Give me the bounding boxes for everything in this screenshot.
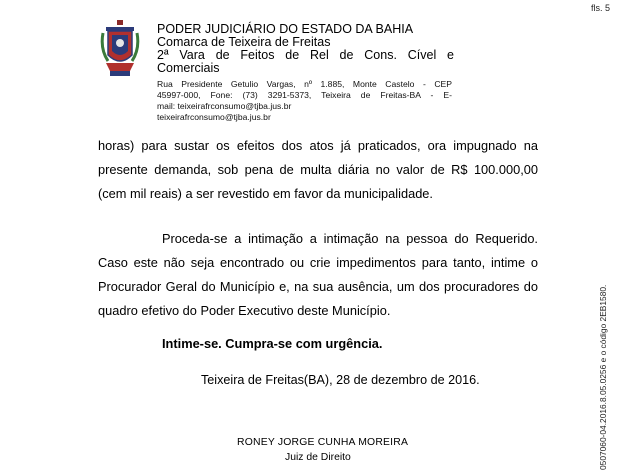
header-contact (157, 79, 452, 123)
header-title (157, 23, 457, 75)
coat-of-arms-bahia (100, 19, 140, 79)
order-statement: Intime-se. Cumpra-se com urgência. (162, 336, 383, 351)
contact-line-4: teixeirafrconsumo@tjba.jus.br (157, 112, 271, 122)
header-line-3: 2ª Vara de Feitos de Rel de Cons. Cível e (157, 48, 454, 62)
side-verification-text: 0507060-04.2016.8.05.0256 e o código 2EB1580. (598, 284, 608, 470)
contact-line-3: mail: teixeirafrconsumo@tjba.jus.br (157, 101, 292, 111)
signature-role: Juiz de Direito (285, 452, 351, 463)
contact-line-2: 45997-000, Fone: (73) 3291-5373, Teixeira de Freitas-BA - E- (157, 90, 452, 100)
header-line-1: PODER JUDICIÁRIO DO ESTADO DA BAHIA (157, 22, 414, 36)
body-paragraph-2: Proceda-se a intimação a intimação na pessoa do Requerido. Caso este não seja encontrado ou crie impedimentos para tanto, intime o Procurador Geral do Município e, na sua ausência, um dos procuradores do quadro efetivo do Poder Executivo deste Município. (98, 231, 538, 318)
header-line-2: Comarca de Teixeira de Freitas (157, 35, 331, 49)
header-line-4: Comerciais (157, 61, 220, 75)
date-line: Teixeira de Freitas(BA), 28 de dezembro de 2016. (201, 373, 480, 387)
body-paragraph-1: horas) para sustar os efeitos dos atos já praticados, ora impugnado na presente demanda, sob pena de multa diária no valor de R$ 100.000,00 (cem mil reais) a ser revestido em favor da municipalidade. (98, 138, 538, 201)
page-number: fls. 5 (590, 3, 610, 13)
contact-line-1: Rua Presidente Getulio Vargas, nº 1.885, Monte Castelo - CEP (157, 79, 452, 89)
signature-name: RONEY JORGE CUNHA MOREIRA (237, 437, 409, 448)
